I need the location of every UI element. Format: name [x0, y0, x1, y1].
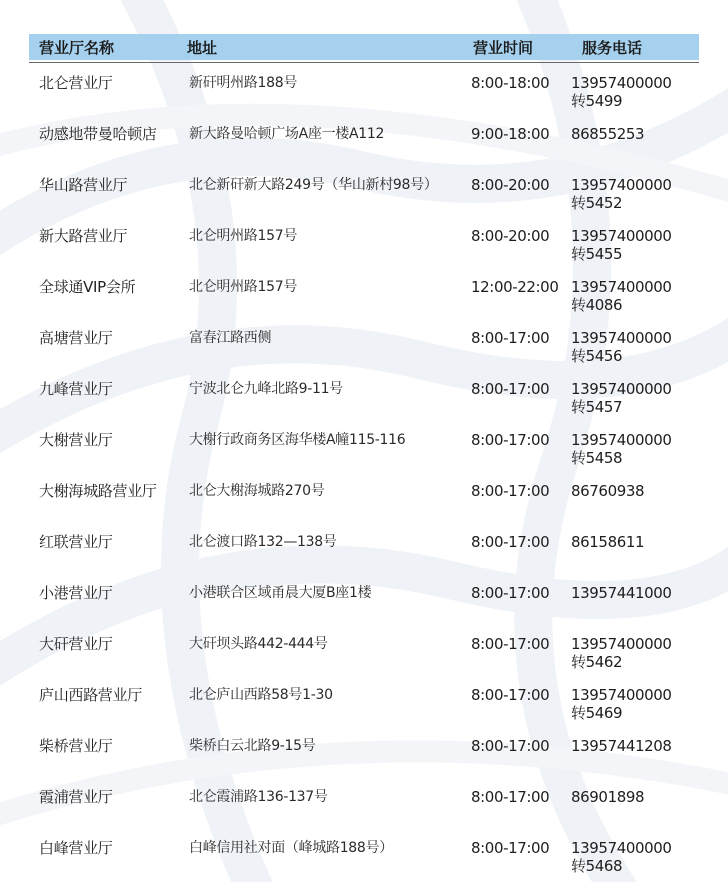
table-row [29, 369, 699, 420]
store-name: 白峰营业厅 [39, 839, 113, 857]
header-name: 营业厅名称 [39, 38, 115, 57]
table-row [29, 216, 699, 267]
store-phone [567, 267, 699, 314]
phone-number: 13957400000 [571, 839, 672, 857]
phone-number: 86158611 [571, 533, 645, 551]
table-row [29, 624, 699, 675]
store-name: 大榭海城路营业厅 [39, 482, 157, 500]
phone-extension: 转4086 [571, 296, 623, 314]
store-address: 大矸坝头路442-444号 [189, 636, 328, 652]
store-name: 北仑营业厅 [39, 74, 113, 92]
store-name: 红联营业厅 [39, 533, 113, 551]
store-address: 北仑明州路157号 [189, 228, 298, 244]
store-phone [567, 624, 699, 671]
phone-extension: 转5458 [571, 449, 623, 467]
store-hours: 9:00-18:00 [471, 125, 550, 143]
store-address: 柴桥白云北路9-15号 [189, 738, 316, 754]
table-row [29, 318, 699, 369]
store-phone [567, 63, 699, 110]
store-address: 北仑庐山西路58号1-30 [189, 687, 333, 703]
store-name: 霞浦营业厅 [39, 788, 113, 806]
table-row [29, 165, 699, 216]
phone-number: 13957400000 [571, 380, 672, 398]
phone-number: 86855253 [571, 125, 645, 143]
phone-number: 86760938 [571, 482, 645, 500]
store-hours: 8:00-18:00 [471, 74, 550, 92]
table-row [29, 420, 699, 471]
store-address: 北仑明州路157号 [189, 279, 298, 295]
phone-number: 13957441208 [571, 737, 672, 755]
store-name: 全球通VIP会所 [39, 278, 136, 296]
store-name: 华山路营业厅 [39, 176, 128, 194]
store-phone [567, 318, 699, 365]
store-name: 小港营业厅 [39, 584, 113, 602]
store-address: 北仑霞浦路136-137号 [189, 789, 328, 805]
store-name: 动感地带曼哈顿店 [39, 125, 157, 143]
store-phone [567, 165, 699, 212]
store-address: 北仑渡口路132—138号 [189, 534, 337, 550]
table-row [29, 726, 699, 777]
store-address: 白峰信用社对面（峰城路188号） [189, 840, 393, 856]
store-address: 新矸明州路188号 [189, 75, 298, 91]
table-row [29, 675, 699, 726]
phone-extension: 转5499 [571, 92, 623, 110]
table-row [29, 522, 699, 573]
store-hours: 8:00-17:00 [471, 737, 550, 755]
store-phone [567, 471, 699, 500]
table-row [29, 573, 699, 624]
store-hours: 8:00-17:00 [471, 839, 550, 857]
store-phone [567, 114, 699, 143]
phone-extension: 转5468 [571, 857, 623, 875]
table-row [29, 63, 699, 114]
phone-number: 13957400000 [571, 329, 672, 347]
store-address: 北仑大榭海城路270号 [189, 483, 325, 499]
table-header [29, 34, 699, 60]
phone-number: 13957400000 [571, 227, 672, 245]
store-phone [567, 675, 699, 722]
store-phone [567, 573, 699, 602]
table-row [29, 777, 699, 828]
store-hours: 12:00-22:00 [471, 278, 559, 296]
phone-number: 86901898 [571, 788, 645, 806]
header-address: 地址 [187, 38, 218, 57]
table-row [29, 267, 699, 318]
store-hours: 8:00-17:00 [471, 329, 550, 347]
phone-number: 13957400000 [571, 635, 672, 653]
phone-number: 13957400000 [571, 686, 672, 704]
store-hours: 8:00-17:00 [471, 482, 550, 500]
store-hours: 8:00-17:00 [471, 431, 550, 449]
phone-extension: 转5456 [571, 347, 623, 365]
store-hours: 8:00-17:00 [471, 686, 550, 704]
store-name: 新大路营业厅 [39, 227, 128, 245]
phone-extension: 转5455 [571, 245, 623, 263]
store-name: 高塘营业厅 [39, 329, 113, 347]
phone-extension: 转5452 [571, 194, 623, 212]
store-address: 小港联合区域甬晨大厦B座1楼 [189, 585, 372, 601]
phone-number: 13957400000 [571, 74, 672, 92]
store-hours: 8:00-20:00 [471, 227, 550, 245]
store-hours: 8:00-17:00 [471, 635, 550, 653]
table-row [29, 828, 699, 879]
store-phone [567, 420, 699, 467]
store-address: 宁波北仑九峰北路9-11号 [189, 381, 343, 397]
header-phone: 服务电话 [582, 38, 643, 57]
phone-number: 13957400000 [571, 176, 672, 194]
header-hours: 营业时间 [473, 38, 534, 57]
store-name: 庐山西路营业厅 [39, 686, 142, 704]
phone-number: 13957441000 [571, 584, 672, 602]
store-name: 柴桥营业厅 [39, 737, 113, 755]
table-row [29, 471, 699, 522]
store-hours: 8:00-20:00 [471, 176, 550, 194]
store-phone [567, 369, 699, 416]
store-address: 新大路曼哈顿广场A座一楼A112 [189, 126, 385, 142]
phone-extension: 转5469 [571, 704, 623, 722]
store-phone [567, 726, 699, 755]
store-phone [567, 522, 699, 551]
store-name: 大矸营业厅 [39, 635, 113, 653]
table-row [29, 114, 699, 165]
phone-number: 13957400000 [571, 278, 672, 296]
store-name: 九峰营业厅 [39, 380, 113, 398]
store-table [29, 34, 699, 879]
store-hours: 8:00-17:00 [471, 584, 550, 602]
store-hours: 8:00-17:00 [471, 788, 550, 806]
store-address: 富春江路西侧 [189, 330, 272, 346]
store-hours: 8:00-17:00 [471, 380, 550, 398]
store-hours: 8:00-17:00 [471, 533, 550, 551]
store-phone [567, 828, 699, 875]
store-address: 北仑新矸新大路249号（华山新村98号） [189, 177, 438, 193]
store-name: 大榭营业厅 [39, 431, 113, 449]
phone-number: 13957400000 [571, 431, 672, 449]
table-body [29, 63, 699, 879]
phone-extension: 转5457 [571, 398, 623, 416]
store-address: 大榭行政商务区海华楼A幢115-116 [189, 432, 406, 448]
store-phone [567, 777, 699, 806]
store-phone [567, 216, 699, 263]
phone-extension: 转5462 [571, 653, 623, 671]
